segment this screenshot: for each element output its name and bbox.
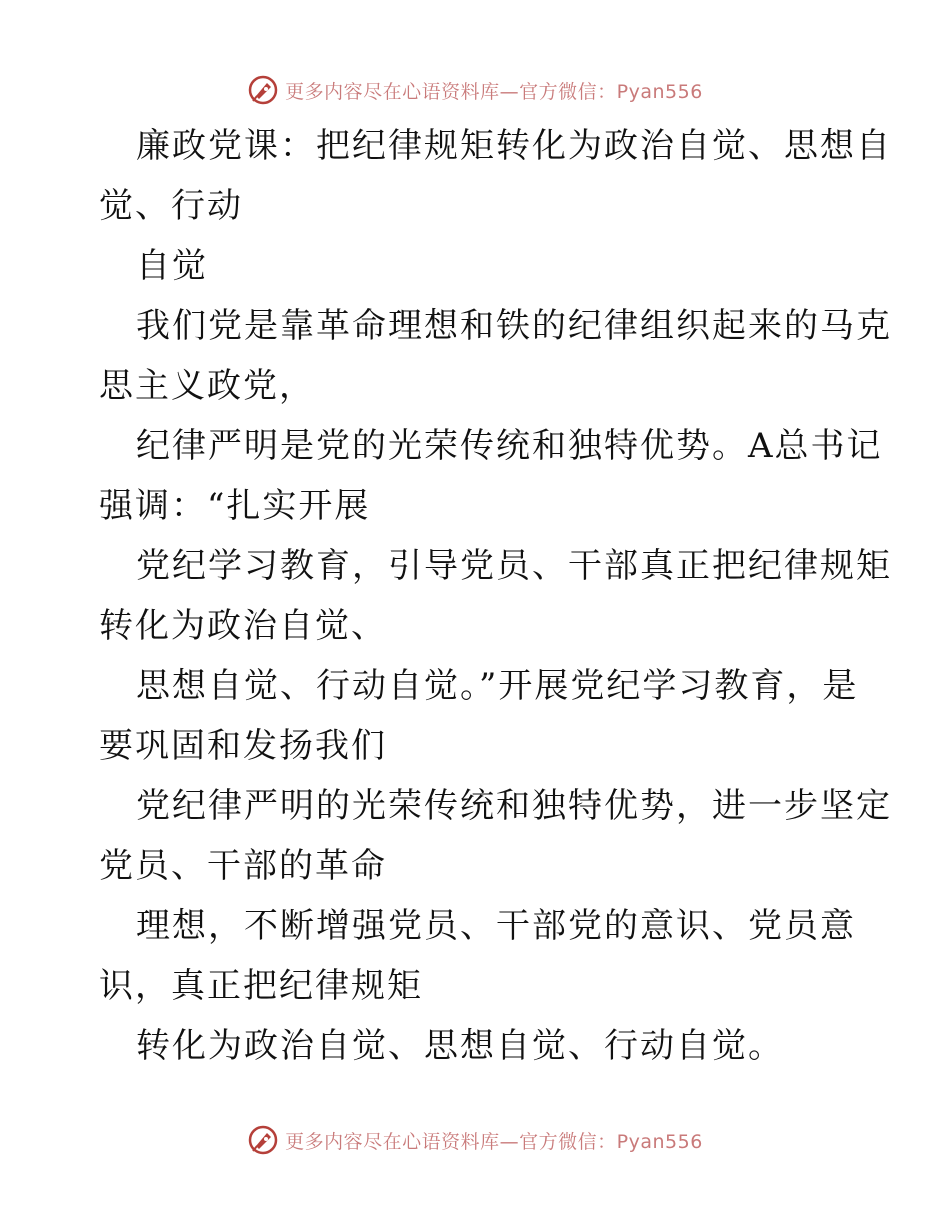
text-line: 觉、行动 bbox=[99, 186, 243, 226]
document-body bbox=[99, 116, 892, 1076]
text-line: 思想自觉、行动自觉。”开展党纪学习教育，是 bbox=[136, 666, 859, 706]
text-line: 理想，不断增强党员、干部党的意识、党员意 bbox=[136, 906, 856, 946]
text-line: 纪律严明是党的光荣传统和独特优势。A总书记 bbox=[136, 426, 883, 466]
watermark-text: 更多内容尽在心语资料库—官方微信：Pyan556 bbox=[285, 1130, 703, 1153]
text-line: 我们党是靠革命理想和铁的纪律组织起来的马克 bbox=[136, 306, 892, 346]
text-line: 党纪律严明的光荣传统和独特优势，进一步坚定 bbox=[136, 786, 892, 826]
text-line: 思主义政党， bbox=[99, 366, 315, 406]
pen-nib-circle-icon bbox=[247, 74, 279, 106]
pen-nib-circle-icon bbox=[247, 1124, 279, 1156]
text-line: 党纪学习教育，引导党员、干部真正把纪律规矩 bbox=[136, 546, 892, 586]
header-watermark bbox=[0, 70, 950, 110]
text-line: 识，真正把纪律规矩 bbox=[99, 966, 423, 1006]
text-line: 要巩固和发扬我们 bbox=[99, 726, 387, 766]
text-line: 转化为政治自觉、 bbox=[99, 606, 387, 646]
text-line: 转化为政治自觉、思想自觉、行动自觉。 bbox=[136, 1026, 784, 1066]
text-line: 党员、干部的革命 bbox=[99, 846, 387, 886]
text-line: 自觉 bbox=[136, 246, 208, 286]
text-line: 强调：“扎实开展 bbox=[99, 486, 371, 526]
footer-watermark bbox=[0, 1120, 950, 1160]
watermark-text: 更多内容尽在心语资料库—官方微信：Pyan556 bbox=[285, 80, 703, 103]
text-line: 廉政党课：把纪律规矩转化为政治自觉、思想自 bbox=[136, 126, 892, 166]
